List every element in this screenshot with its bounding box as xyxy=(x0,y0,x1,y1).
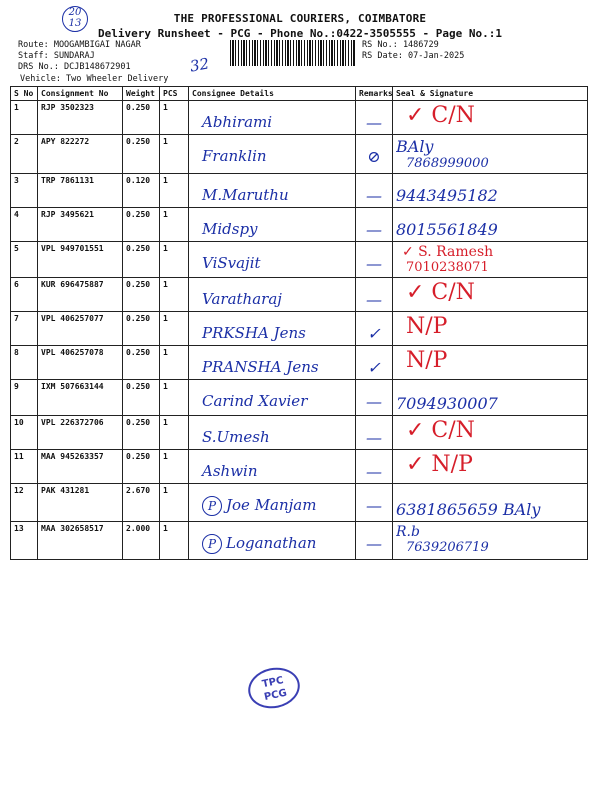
table-row xyxy=(11,135,588,174)
cell-pcs: 1 xyxy=(160,101,189,135)
cell-seal xyxy=(393,346,588,380)
col-remarks: Remarks xyxy=(356,87,393,101)
cell-consignment: APY 822272 xyxy=(38,135,123,174)
consignee-handwriting: PRANSHA Jens xyxy=(202,358,319,376)
consignee-handwriting: Franklin xyxy=(202,147,267,165)
col-weight: Weight xyxy=(123,87,160,101)
handwritten-count-circle: 20 13 xyxy=(62,6,88,32)
cell-seal xyxy=(393,101,588,135)
remark-mark: ⊘ xyxy=(367,147,381,166)
consignee-handwriting: ViSvajit xyxy=(202,254,261,272)
staff-text: Staff: SUNDARAJ xyxy=(18,51,95,61)
consignee-name: Loganathan xyxy=(226,534,317,552)
company-stamp xyxy=(244,663,303,713)
rs-number: RS No.: 1486729 xyxy=(362,40,439,50)
barcode-image xyxy=(230,40,356,66)
seal-phone: 7010238071 xyxy=(406,260,489,275)
cell-weight: 2.000 xyxy=(123,522,160,560)
cell-consignee xyxy=(189,380,356,416)
consignee-handwriting: PRKSHA Jens xyxy=(202,324,306,342)
cell-consignee xyxy=(189,450,356,484)
cell-weight: 0.250 xyxy=(123,450,160,484)
drs-number: DRS No.: DCJB148672901 xyxy=(18,62,131,72)
table-row xyxy=(11,174,588,208)
cell-consignee xyxy=(189,312,356,346)
cell-consignment: RJP 3502323 xyxy=(38,101,123,135)
remark-mark: ✓ xyxy=(367,324,381,343)
table-row xyxy=(11,484,588,522)
consignee-handwriting: Varatharaj xyxy=(202,290,282,308)
cell-weight: 0.250 xyxy=(123,101,160,135)
stamp-line-1: TPC xyxy=(261,675,285,691)
cell-consignment: VPL 949701551 xyxy=(38,242,123,278)
table-row xyxy=(11,450,588,484)
cell-pcs: 1 xyxy=(160,278,189,312)
seal-note: 9443495182 xyxy=(396,186,498,205)
remark-mark: — xyxy=(366,186,382,205)
consignee-handwriting: Midspy xyxy=(202,220,258,238)
remark-mark: — xyxy=(366,496,382,515)
cell-weight: 0.250 xyxy=(123,135,160,174)
cell-pcs: 1 xyxy=(160,484,189,522)
cell-remarks xyxy=(356,101,393,135)
cell-consignment: RJP 3495621 xyxy=(38,208,123,242)
runsheet-meta-left xyxy=(18,40,141,73)
table-row xyxy=(11,380,588,416)
col-seal: Seal & Signature xyxy=(393,87,588,101)
consignee-handwriting: S.Umesh xyxy=(202,428,270,446)
delivery-table xyxy=(10,86,588,560)
cell-sno: 8 xyxy=(11,346,38,380)
cell-consignee xyxy=(189,174,356,208)
handwritten-mark: 32 xyxy=(188,54,211,76)
cell-seal xyxy=(393,135,588,174)
route-text: Route: MOOGAMBIGAI NAGAR xyxy=(18,40,141,50)
vehicle-text: Vehicle: Two Wheeler Delivery xyxy=(20,74,169,84)
cell-weight: 0.120 xyxy=(123,174,160,208)
consignee-handwriting xyxy=(192,496,352,516)
cell-consignee xyxy=(189,522,356,560)
cell-remarks xyxy=(356,416,393,450)
table-row xyxy=(11,346,588,380)
cell-pcs: 1 xyxy=(160,312,189,346)
cell-seal xyxy=(393,484,588,522)
cell-consignment: TRP 7861131 xyxy=(38,174,123,208)
cell-pcs: 1 xyxy=(160,242,189,278)
consignee-name: Joe Manjam xyxy=(226,496,317,514)
cell-consignment: KUR 696475887 xyxy=(38,278,123,312)
cell-consignment: MAA 302658517 xyxy=(38,522,123,560)
cell-pcs: 1 xyxy=(160,135,189,174)
stamp-line-2: PCG xyxy=(263,687,288,704)
cell-consignment: MAA 945263357 xyxy=(38,450,123,484)
cell-remarks xyxy=(356,312,393,346)
cell-consignee xyxy=(189,208,356,242)
cell-sno: 5 xyxy=(11,242,38,278)
cell-pcs: 1 xyxy=(160,346,189,380)
runsheet-meta-right xyxy=(362,40,464,62)
cell-remarks xyxy=(356,450,393,484)
cell-consignee xyxy=(189,416,356,450)
seal-note: 6381865659 BAly xyxy=(396,500,541,519)
cell-weight: 0.250 xyxy=(123,208,160,242)
cell-remarks xyxy=(356,208,393,242)
cell-sno: 13 xyxy=(11,522,38,560)
table-row xyxy=(11,101,588,135)
circled-p-icon: P xyxy=(202,496,222,516)
cell-remarks xyxy=(356,278,393,312)
remark-mark: ✓ xyxy=(367,358,381,377)
cell-consignee xyxy=(189,101,356,135)
cell-seal xyxy=(393,522,588,560)
seal-note: ✓ C/N xyxy=(406,280,475,305)
col-consignment: Consignment No xyxy=(38,87,123,101)
remark-mark: — xyxy=(366,254,382,273)
circled-p-icon: P xyxy=(202,534,222,554)
col-consignee: Consignee Details xyxy=(189,87,356,101)
cell-sno: 3 xyxy=(11,174,38,208)
seal-note: N/P xyxy=(406,314,448,339)
seal-note: ✓ N/P xyxy=(406,452,473,477)
cell-consignee xyxy=(189,346,356,380)
seal-phone: 7868999000 xyxy=(406,156,489,171)
cell-pcs: 1 xyxy=(160,380,189,416)
cell-consignment: PAK 431281 xyxy=(38,484,123,522)
remark-mark: — xyxy=(366,392,382,411)
cell-consignment: VPL 226372706 xyxy=(38,416,123,450)
cell-pcs: 1 xyxy=(160,208,189,242)
cell-sno: 7 xyxy=(11,312,38,346)
seal-note: R.b xyxy=(396,524,420,540)
cell-seal xyxy=(393,208,588,242)
cell-seal xyxy=(393,380,588,416)
cell-seal xyxy=(393,416,588,450)
table-row xyxy=(11,208,588,242)
cell-consignee xyxy=(189,242,356,278)
cell-remarks xyxy=(356,484,393,522)
col-sno: S No xyxy=(11,87,38,101)
cell-sno: 9 xyxy=(11,380,38,416)
cell-remarks xyxy=(356,174,393,208)
col-pcs: PCS xyxy=(160,87,189,101)
cell-consignment: IXM 507663144 xyxy=(38,380,123,416)
runsheet-subtitle: Delivery Runsheet - PCG - Phone No.:0422-3505555 - Page No.:1 xyxy=(98,27,502,40)
seal-note: ✓ S. Ramesh xyxy=(402,244,494,260)
remark-mark: — xyxy=(366,290,382,309)
seal-note: BAly xyxy=(396,137,434,156)
cell-weight: 0.250 xyxy=(123,346,160,380)
cell-seal xyxy=(393,450,588,484)
seal-note: ✓ C/N xyxy=(406,103,475,128)
cell-seal xyxy=(393,242,588,278)
cell-consignee xyxy=(189,278,356,312)
table-row xyxy=(11,522,588,560)
cell-weight: 0.250 xyxy=(123,312,160,346)
cell-sno: 10 xyxy=(11,416,38,450)
cell-remarks xyxy=(356,346,393,380)
cell-sno: 4 xyxy=(11,208,38,242)
cell-seal xyxy=(393,174,588,208)
cell-sno: 11 xyxy=(11,450,38,484)
cell-sno: 6 xyxy=(11,278,38,312)
cell-sno: 2 xyxy=(11,135,38,174)
remark-mark: — xyxy=(366,534,382,553)
table-row xyxy=(11,312,588,346)
remark-mark: — xyxy=(366,220,382,239)
cell-pcs: 1 xyxy=(160,416,189,450)
remark-mark: — xyxy=(366,462,382,481)
cell-weight: 0.250 xyxy=(123,416,160,450)
cell-pcs: 1 xyxy=(160,450,189,484)
cell-remarks xyxy=(356,522,393,560)
seal-note: 8015561849 xyxy=(396,220,498,239)
cell-sno: 12 xyxy=(11,484,38,522)
table-header-row xyxy=(11,87,588,101)
cell-remarks xyxy=(356,242,393,278)
consignee-handwriting: Carind Xavier xyxy=(202,392,308,410)
cell-weight: 0.250 xyxy=(123,242,160,278)
cell-remarks xyxy=(356,135,393,174)
seal-note: 7094930007 xyxy=(396,394,498,413)
seal-phone: 7639206719 xyxy=(406,540,489,555)
cell-weight: 0.250 xyxy=(123,278,160,312)
seal-note: ✓ C/N xyxy=(406,418,475,443)
cell-consignment: VPL 406257077 xyxy=(38,312,123,346)
cell-pcs: 1 xyxy=(160,522,189,560)
cell-sno: 1 xyxy=(11,101,38,135)
remark-mark: — xyxy=(366,113,382,132)
table-row xyxy=(11,242,588,278)
table-row xyxy=(11,416,588,450)
cell-seal xyxy=(393,278,588,312)
consignee-handwriting: Ashwin xyxy=(202,462,258,480)
company-title: THE PROFESSIONAL COURIERS, COIMBATORE xyxy=(173,12,427,25)
remark-mark: — xyxy=(366,428,382,447)
cell-consignment: VPL 406257078 xyxy=(38,346,123,380)
rs-date: RS Date: 07-Jan-2025 xyxy=(362,51,465,61)
cell-weight: 0.250 xyxy=(123,380,160,416)
cell-seal xyxy=(393,312,588,346)
table-row xyxy=(11,278,588,312)
consignee-handwriting: M.Maruthu xyxy=(202,186,289,204)
cell-consignee xyxy=(189,135,356,174)
cell-pcs: 1 xyxy=(160,174,189,208)
cell-remarks xyxy=(356,380,393,416)
consignee-handwriting: Abhirami xyxy=(202,113,273,131)
consignee-handwriting xyxy=(192,534,352,554)
seal-note: N/P xyxy=(406,348,448,373)
cell-consignee xyxy=(189,484,356,522)
cell-weight: 2.670 xyxy=(123,484,160,522)
